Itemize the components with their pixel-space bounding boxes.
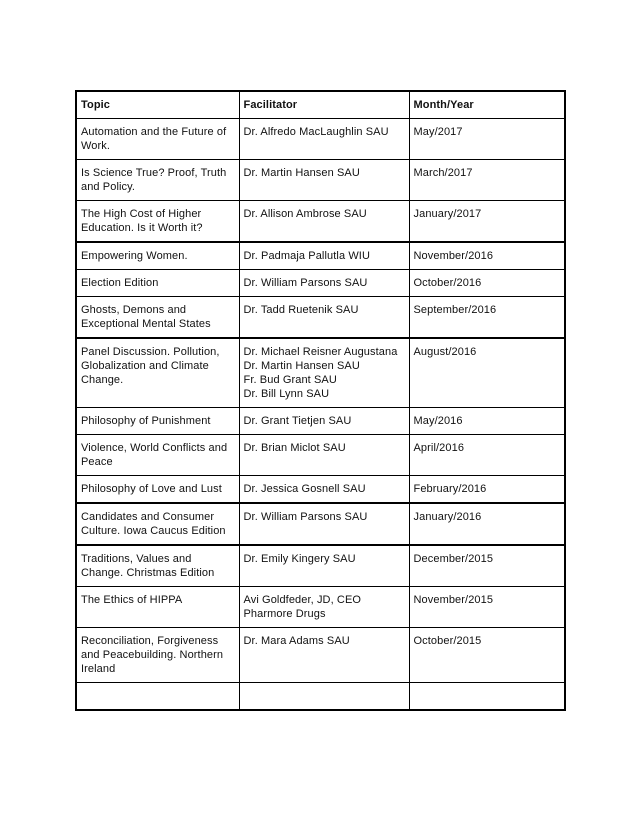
cell-topic (76, 270, 239, 297)
header-month-year: Month/Year (409, 91, 565, 119)
cell-topic (76, 160, 239, 201)
cell-facilitator (239, 270, 409, 297)
cell-topic (76, 338, 239, 408)
topic-line: Culture. Iowa Caucus Edition (81, 525, 226, 537)
topic-line: Work. (81, 140, 111, 152)
topic-line: and Peacebuilding. Northern (81, 649, 224, 661)
facilitator-line: Dr. Bill Lynn SAU (243, 388, 330, 400)
facilitator-line: Fr. Bud Grant SAU (243, 374, 337, 386)
facilitator-line: Dr. William Parsons SAU (243, 277, 368, 289)
cell-month-year: March/2017 (409, 160, 565, 201)
topic-line: Election Edition (81, 277, 159, 289)
cell-month-year: October/2015 (409, 628, 565, 683)
cell-facilitator (239, 545, 409, 587)
cell-facilitator (239, 119, 409, 160)
facilitator-line: Dr. Tadd Ruetenik SAU (243, 304, 359, 316)
cell-topic (76, 435, 239, 476)
topic-line: Change. (81, 374, 124, 386)
cell-month-year: January/2017 (409, 201, 565, 243)
table-row (76, 338, 565, 408)
topic-line: Automation and the Future of (81, 126, 227, 138)
topic-line: Panel Discussion. Pollution, (81, 346, 220, 358)
table-row (76, 435, 565, 476)
table-row (76, 628, 565, 683)
cell-facilitator (239, 408, 409, 435)
facilitator-line: Pharmore Drugs (243, 608, 326, 620)
cell-topic (76, 408, 239, 435)
cell-month-year: December/2015 (409, 545, 565, 587)
topic-line: Ghosts, Demons and (81, 304, 187, 316)
cell-facilitator (239, 476, 409, 504)
cell-topic (76, 119, 239, 160)
cell-facilitator (239, 435, 409, 476)
table-row (76, 242, 565, 270)
topic-line: Empowering Women. (81, 250, 188, 262)
cell-topic (76, 476, 239, 504)
cell-month-year (409, 683, 565, 711)
topic-line: Traditions, Values and (81, 553, 192, 565)
cell-facilitator (239, 628, 409, 683)
topic-line: and Policy. (81, 181, 136, 193)
topic-line: Change. Christmas Edition (81, 567, 215, 579)
facilitator-line: Dr. Emily Kingery SAU (243, 553, 356, 565)
cell-facilitator (239, 160, 409, 201)
facilitator-line: Dr. Alfredo MacLaughlin SAU (243, 126, 389, 138)
cell-facilitator (239, 242, 409, 270)
topic-line: The Ethics of HIPPA (81, 594, 183, 606)
cell-facilitator (239, 201, 409, 243)
cell-month-year: October/2016 (409, 270, 565, 297)
table-row (76, 408, 565, 435)
topic-line: Candidates and Consumer (81, 511, 215, 523)
cell-topic (76, 545, 239, 587)
facilitator-line: Dr. William Parsons SAU (243, 511, 368, 523)
cell-facilitator (239, 683, 409, 711)
facilitator-line: Dr. Brian Miclot SAU (243, 442, 346, 454)
table-row (76, 503, 565, 545)
facilitator-line: Dr. Mara Adams SAU (243, 635, 350, 647)
table-row (76, 545, 565, 587)
topic-line: Philosophy of Love and Lust (81, 483, 222, 495)
cell-facilitator (239, 338, 409, 408)
facilitator-line: Dr. Martin Hansen SAU (243, 167, 360, 179)
topic-line: Is Science True? Proof, Truth (81, 167, 227, 179)
table-row (76, 297, 565, 339)
cell-facilitator (239, 587, 409, 628)
facilitator-line: Dr. Michael Reisner Augustana (243, 346, 398, 358)
facilitator-line: Dr. Padmaja Pallutla WIU (243, 250, 370, 262)
topic-line: Philosophy of Punishment (81, 415, 211, 427)
cell-topic (76, 297, 239, 339)
table-row (76, 201, 565, 243)
table-row (76, 683, 565, 711)
topic-line: Violence, World Conflicts and (81, 442, 228, 454)
table-body (76, 119, 565, 711)
cell-topic (76, 587, 239, 628)
cell-month-year: November/2015 (409, 587, 565, 628)
table-row (76, 476, 565, 504)
facilitator-line: Dr. Grant Tietjen SAU (243, 415, 352, 427)
cell-topic (76, 201, 239, 243)
topics-table (75, 90, 566, 711)
header-facilitator: Facilitator (239, 91, 409, 119)
cell-month-year: May/2017 (409, 119, 565, 160)
cell-facilitator (239, 503, 409, 545)
topic-line: Reconciliation, Forgiveness (81, 635, 219, 647)
topic-line: Ireland (81, 663, 116, 675)
table-row (76, 119, 565, 160)
facilitator-line: Dr. Allison Ambrose SAU (243, 208, 367, 220)
table-header-row (76, 91, 565, 119)
topic-line: Education. Is it Worth it? (81, 222, 203, 234)
header-topic: Topic (76, 91, 239, 119)
cell-month-year: January/2016 (409, 503, 565, 545)
cell-month-year: November/2016 (409, 242, 565, 270)
cell-topic (76, 683, 239, 711)
cell-month-year: February/2016 (409, 476, 565, 504)
table-row (76, 587, 565, 628)
cell-month-year: August/2016 (409, 338, 565, 408)
topic-line: The High Cost of Higher (81, 208, 202, 220)
cell-month-year: April/2016 (409, 435, 565, 476)
facilitator-line: Avi Goldfeder, JD, CEO (243, 594, 362, 606)
table-row (76, 270, 565, 297)
facilitator-line: Dr. Jessica Gosnell SAU (243, 483, 366, 495)
cell-topic (76, 628, 239, 683)
facilitator-line: Dr. Martin Hansen SAU (243, 360, 360, 372)
cell-facilitator (239, 297, 409, 339)
table-row (76, 160, 565, 201)
cell-month-year: May/2016 (409, 408, 565, 435)
topic-line: Exceptional Mental States (81, 318, 211, 330)
cell-topic (76, 503, 239, 545)
topic-line: Peace (81, 456, 113, 468)
topic-line: Globalization and Climate (81, 360, 209, 372)
cell-month-year: September/2016 (409, 297, 565, 339)
cell-topic (76, 242, 239, 270)
